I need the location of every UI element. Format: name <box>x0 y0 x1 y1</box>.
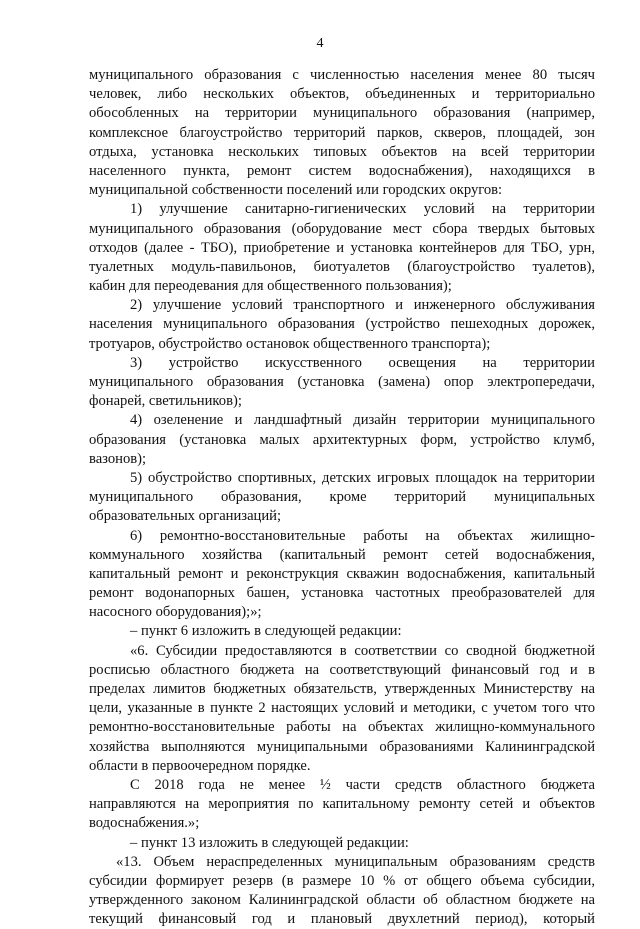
text-line: образования (установка малых архитектурных форм, устройство клумб, <box>89 431 595 448</box>
text-line: муниципального образования (установка (замена) опор электропередачи, <box>89 374 595 390</box>
text-line: насосного оборудования);»; <box>89 604 262 621</box>
text-line: С 2018 года не менее ½ части средств областного бюджета <box>130 776 595 793</box>
text-line: туалетных модуль-павильонов, биотуалетов (благоустройство туалетов), <box>89 258 595 275</box>
text-line: 6) ремонтно-восстановительные работы на объектах жилищно- <box>130 527 595 544</box>
text-line: текущий финансовый год и плановый двухлетний период), который <box>89 911 595 928</box>
text-line: пределах лимитов бюджетных обязательств, утвержденных Министерству на <box>89 681 595 697</box>
text-line: утвержденного законом Калининградской области об областном бюджете на <box>89 892 595 909</box>
text-line: – пункт 6 изложить в следующей редакции: <box>130 623 402 640</box>
text-line: – пункт 13 изложить в следующей редакции: <box>130 834 409 851</box>
text-line: коммунального хозяйства (капитальный ремонт сетей водоснабжения, <box>89 546 595 563</box>
text-line: 1) улучшение санитарно-гигиенических условий на территории <box>130 201 595 218</box>
text-line: муниципального образования (оборудование мест сбора твердых бытовых <box>89 220 595 237</box>
text-line: водоснабжения.»; <box>89 815 200 832</box>
text-line: ремонтно-восстановительные работы на объектах жилищно-коммунального <box>89 719 595 736</box>
text-line: 5) обустройство спортивных, детских игровых площадок на территории <box>130 469 595 486</box>
text-line: кабин для переодевания для общественного пользования); <box>89 278 452 295</box>
text-line: комплексное благоустройство территорий парков, скверов, площадей, зон <box>89 124 595 141</box>
text-line: образовательных организаций; <box>89 508 282 525</box>
text-line: росписью областного бюджета на соответствующий финансовый год и в <box>89 661 595 678</box>
text-line: ремонт водонапорных башен, установка частотных преобразователей для <box>89 585 595 602</box>
text-line: муниципальной собственности поселений или городских округов: <box>89 182 503 199</box>
text-line: муниципального образования с численностью населения менее 80 тысяч <box>89 67 595 83</box>
text-line: хозяйства выполняются муниципальными образованиями Калининградской <box>89 738 595 755</box>
text-line: области в первоочередном порядке. <box>89 757 311 774</box>
text-line: 2) улучшение условий транспортного и инженерного обслуживания <box>130 297 595 314</box>
text-line: отдыха, установка нескольких типовых объектов на всей территории <box>89 143 595 160</box>
text-line: субсидии формирует резерв (в размере 10 % от общего объема субсидии, <box>89 872 595 889</box>
text-line: капитальный ремонт и реконструкция скважин водоснабжения, капитальный <box>89 565 595 582</box>
text-line: фонарей, светильников); <box>89 393 242 410</box>
text-line: «13. Объем нераспределенных муниципальным образованиям средств <box>116 853 595 870</box>
body-text <box>89 66 595 929</box>
text-line: «6. Субсидии предоставляются в соответствии со сводной бюджетной <box>130 642 595 659</box>
text-line: обособленных на территории муниципального образования (например, <box>89 105 595 122</box>
text-line: человек, либо нескольких объектов, объединенных и территориально <box>89 86 595 103</box>
text-line: отходов (далее - ТБО), приобретение и установка контейнеров для ТБО, урн, <box>89 239 595 256</box>
text-line: населения муниципального образования (устройство пешеходных дорожек, <box>89 316 595 333</box>
text-line: 4) озеленение и ландшафтный дизайн территории муниципального <box>130 412 595 429</box>
text-line: тротуаров, обустройство остановок общественного транспорта); <box>89 335 491 352</box>
text-line: направляются на мероприятия по капитальному ремонту сетей и объектов <box>89 796 595 813</box>
text-line: вазонов); <box>89 450 147 467</box>
text-line: цели, указанные в пункте 2 настоящих условий и методики, с учетом того что <box>89 700 595 717</box>
text-line: населенного пункта, ремонт систем водоснабжения), находящихся в <box>89 162 595 179</box>
text-line: 3) устройство искусственного освещения на территории <box>130 354 595 371</box>
page-number: 4 <box>316 36 324 51</box>
text-line: муниципального образования, кроме территорий муниципальных <box>89 489 595 506</box>
